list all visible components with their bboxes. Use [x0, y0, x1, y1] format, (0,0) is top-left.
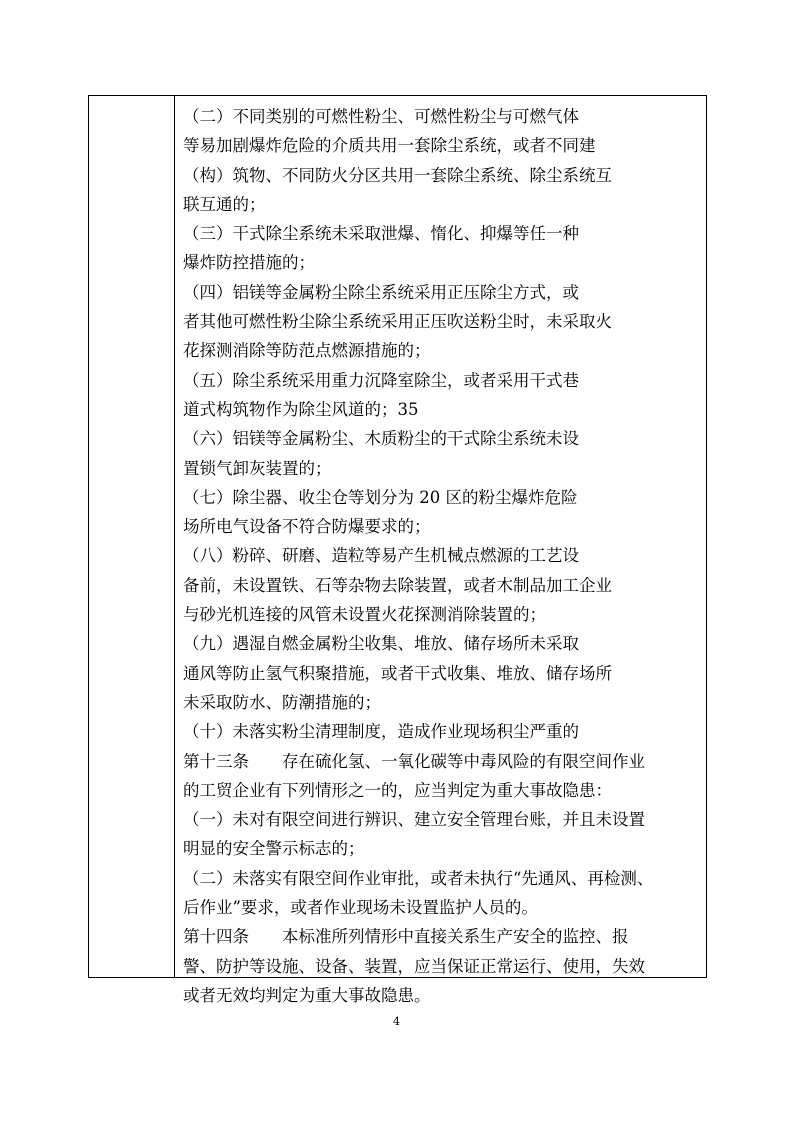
text-line: 者其他可燃性粉尘除尘系统采用正压吹送粉尘时，未采取火 — [183, 312, 612, 332]
text-line: 后作业”要求，或者作业现场未设置监护人员的。 — [183, 898, 538, 918]
text-line: 花探测消除等防范点燃源措施的； — [183, 341, 431, 361]
text-line: （三）干式除尘系统未采取泄爆、惰化、抑爆等任一种 — [183, 224, 579, 244]
text-line: （六）铝镁等金属粉尘、木质粉尘的干式除尘系统未设 — [183, 429, 579, 449]
text-line: （四）铝镁等金属粉尘除尘系统采用正压除尘方式，或 — [183, 282, 579, 302]
text-line: （九）遇湿自燃金属粉尘收集、堆放、储存场所未采取 — [183, 634, 579, 654]
text-line: 置锁气卸灰装置的； — [183, 458, 332, 478]
text-line: 备前，未设置铁、石等杂物去除装置，或者木制品加工企业 — [183, 575, 612, 595]
text-line: 明显的安全警示标志的； — [183, 839, 365, 859]
text-line: （八）粉碎、研磨、造粒等易产生机械点燃源的工艺设 — [183, 546, 579, 566]
text-line: （十）未落实粉尘清理制度，造成作业现场积尘严重的 — [183, 722, 579, 742]
text-line: 未采取防水、防潮措施的； — [183, 692, 381, 712]
text-line: 的工贸企业有下列情形之一的，应当判定为重大事故隐患： — [183, 780, 612, 800]
content-table — [88, 95, 707, 1005]
text-line: 第十四条 本标准所列情形中直接关系生产安全的监控、报 — [183, 927, 629, 947]
page-number: 4 — [393, 1015, 400, 1028]
content-cell — [183, 102, 703, 1010]
text-line: （一）未对有限空间进行辨识、建立安全管理台账，并且未设置 — [183, 810, 645, 830]
column-divider — [174, 96, 175, 977]
text-line: （二）不同类别的可燃性粉尘、可燃性粉尘与可燃气体 — [183, 107, 579, 126]
text-line: 场所电气设备不符合防爆要求的； — [183, 517, 431, 537]
text-line: （五）除尘系统采用重力沉降室除尘，或者采用干式巷 — [183, 370, 579, 390]
text-line: 爆炸防控措施的； — [183, 253, 315, 273]
text-line: 道式构筑物作为除尘风道的；35 — [183, 399, 419, 419]
text-line: （构）筑物、不同防火分区共用一套除尘系统、除尘系统互 — [183, 165, 612, 185]
text-line: 第十三条 存在硫化氢、一氧化碳等中毒风险的有限空间作业 — [183, 751, 645, 771]
text-line: 等易加剧爆炸危险的介质共用一套除尘系统，或者不同建 — [183, 136, 596, 156]
text-line: 与砂光机连接的风管未设置火花探测消除装置的； — [183, 605, 546, 625]
text-line: 警、防护等设施、设备、装置，应当保证正常运行、使用，失效 — [183, 956, 645, 976]
text-line: （七）除尘器、收尘仓等划分为 20 区的粉尘爆炸危险 — [183, 487, 578, 507]
text-line: 联互通的； — [183, 194, 266, 214]
text-line: （二）未落实有限空间作业审批，或者未执行“先通风、再检测、 — [183, 868, 654, 888]
text-line: 或者无效均判定为重大事故隐患。 — [183, 985, 431, 1005]
text-line: 通风等防止氢气积聚措施，或者干式收集、堆放、储存场所 — [183, 663, 612, 683]
